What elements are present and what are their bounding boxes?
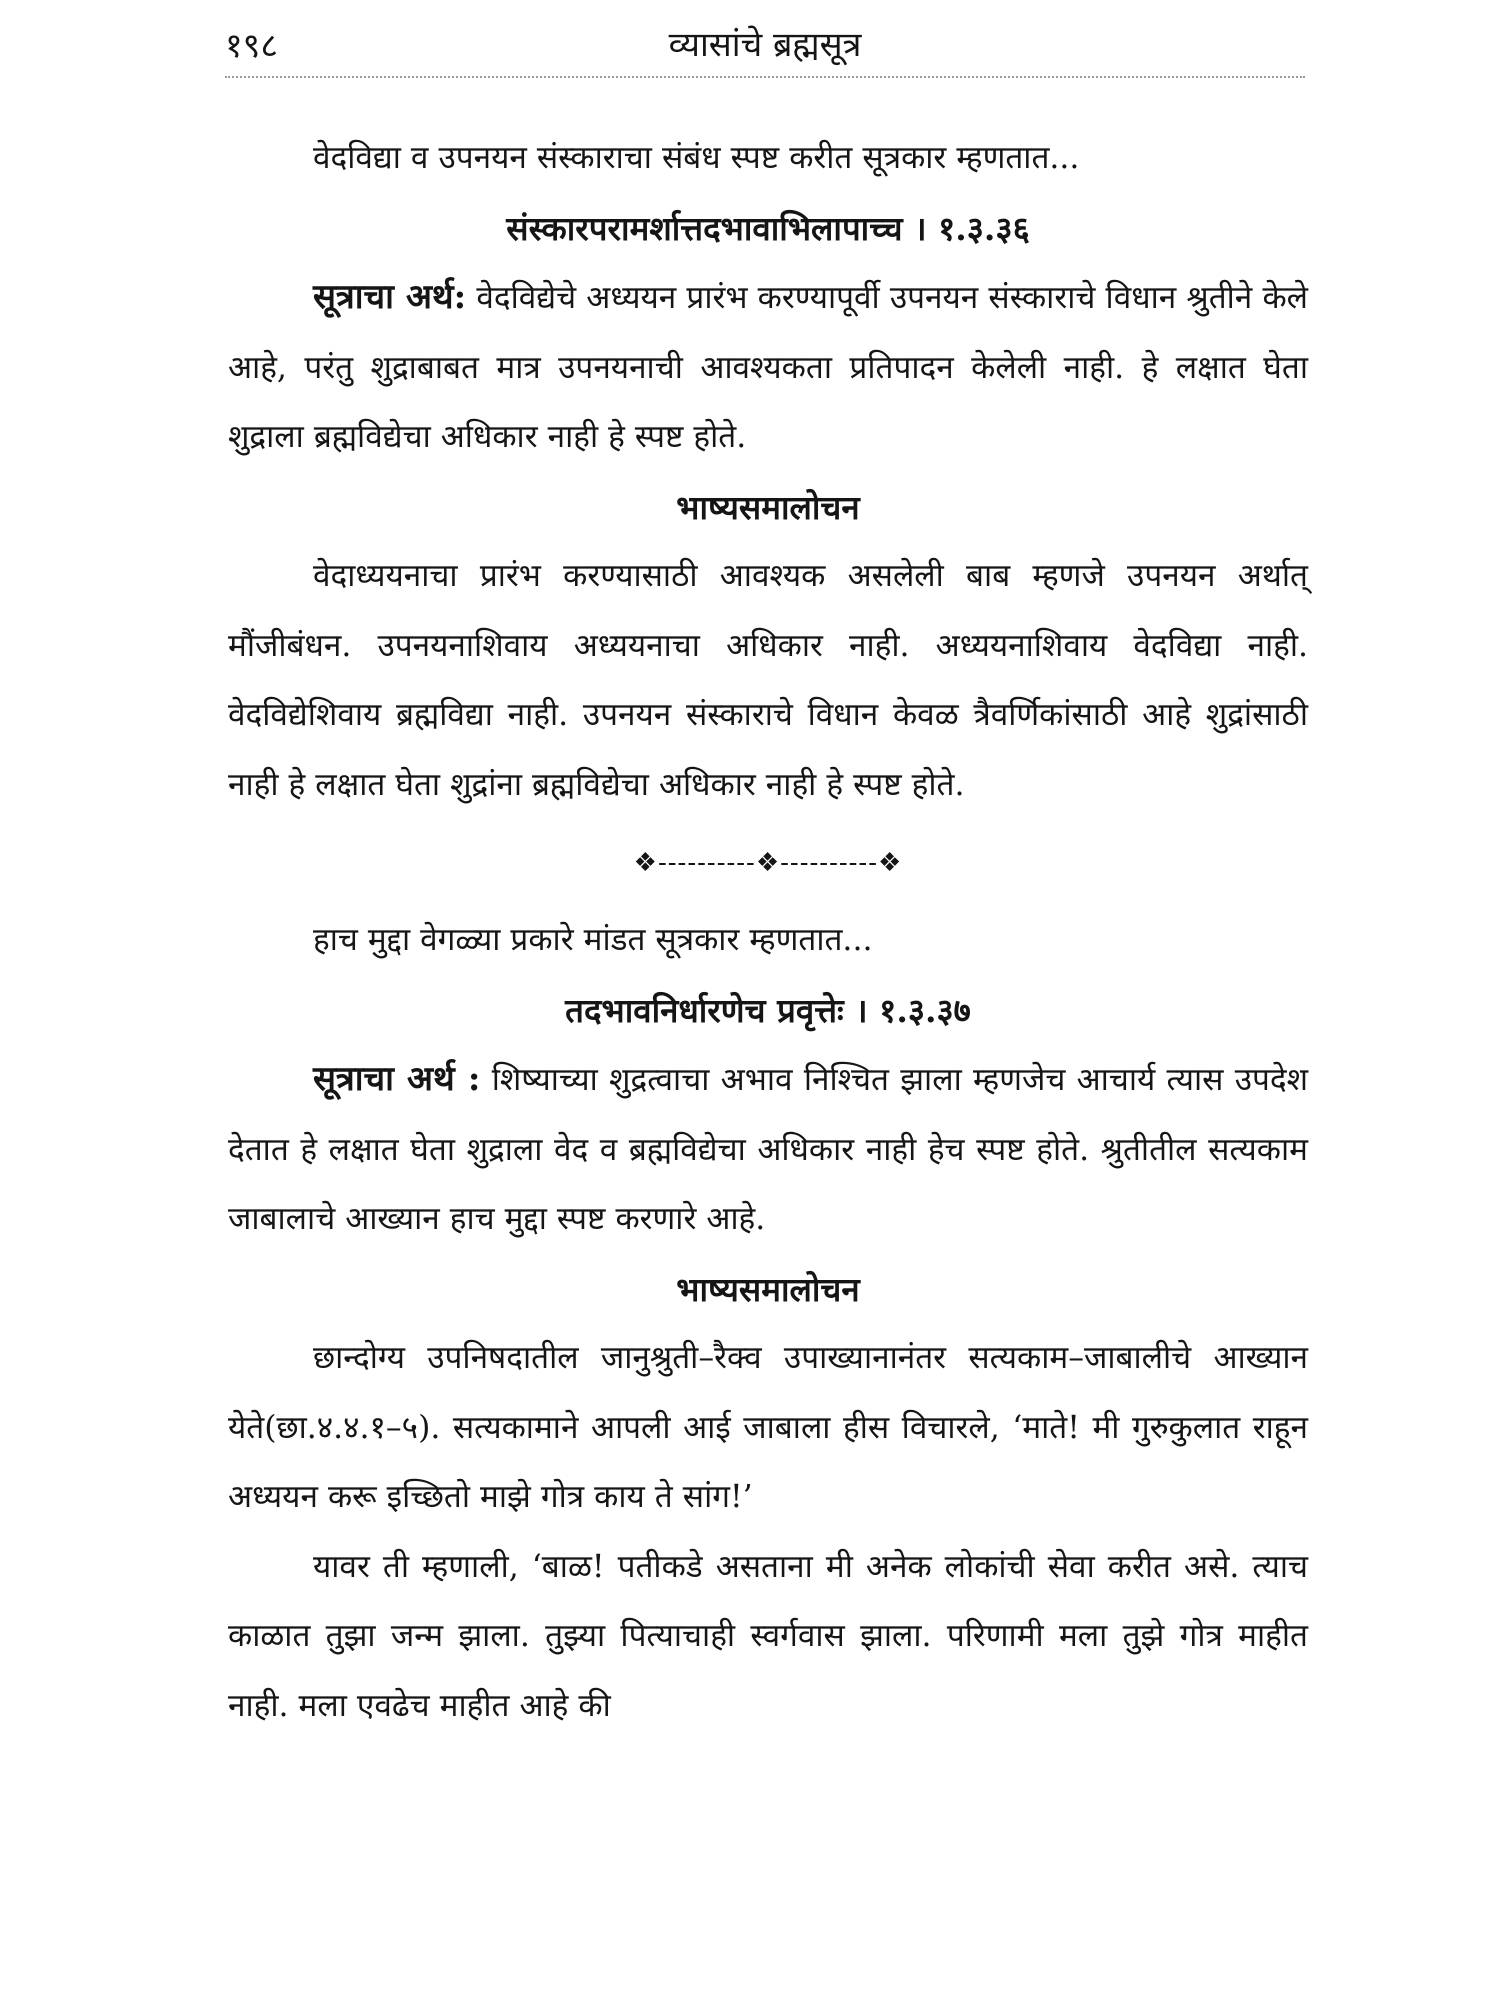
meaning-label: सूत्राचा अर्थ : [313,1059,481,1099]
header-rule [225,76,1305,78]
section-intro: हाच मुद्दा वेगळ्या प्रकारे मांडत सूत्रकार म्हणतात... [313,922,873,958]
running-header [225,18,1305,80]
commentary-heading: भाष्यसमालोचन [676,487,860,527]
commentary-heading: भाष्यसमालोचन [676,1269,860,1309]
sutra-verse: तदभावनिर्धारणेच प्रवृत्तेः । १.३.३७ [565,990,971,1030]
page-body [228,124,1308,1741]
meaning-label: सूत्राचा अर्थ: [313,277,467,317]
commentary-paragraph: छान्दोग्य उपनिषदातील जानुश्रुती–रैक्व उपाख्यानानंतर सत्यकाम–जाबालीचे आख्यान येते(छा.४.४.१–५). सत्यकामाने आपली आई जाबाला हीस विचारले, ‘माते! मी गुरुकुलात राहून अध्ययन करू इच्छितो माझे गोत्र काय ते सांग!’ [228,1340,1308,1515]
sutra-meaning [228,263,1308,473]
meaning-text: वेदविद्येचे अध्ययन प्रारंभ करण्यापूर्वी उपनयन संस्काराचे विधान श्रुतीने केले आहे, परंतु शुद्राबाबत मात्र उपनयनाची आवश्यकता प्रतिपादन केलेली नाही. हे लक्षात घेता शुद्राला ब्रह्मविद्येचा अधिकार नाही हे स्पष्ट होते. [228,280,1309,455]
section-intro: वेदविद्या व उपनयन संस्काराचा संबंध स्पष्ट करीत सूत्रकार म्हणतात... [313,140,1080,176]
meaning-text: शिष्याच्या शुद्रत्वाचा अभाव निश्चित झाला म्हणजेच आचार्य त्यास उपदेश देतात हे लक्षात घेता शुद्राला वेद व ब्रह्मविद्येचा अधिकार नाही हेच स्पष्ट होते. श्रुतीतील सत्यकाम जाबालाचे आख्यान हाच मुद्दा स्पष्ट करणारे आहे. [228,1062,1308,1237]
commentary-paragraph: वेदाध्ययनाचा प्रारंभ करण्यासाठी आवश्यक असलेली बाब म्हणजे उपनयन अर्थात् मौंजीबंधन. उपनयनाशिवाय अध्ययनाचा अधिकार नाही. अध्ययनाशिवाय वेदविद्या नाही. वेदविद्येशिवाय ब्रह्मविद्या नाही. उपनयन संस्काराचे विधान केवळ त्रैवर्णिकांसाठी आहे शुद्रांसाठी नाही हे लक्षात घेता शुद्रांना ब्रह्मविद्येचा अधिकार नाही हे स्पष्ट होते. [228,558,1308,803]
page-number: १९८ [225,26,279,66]
running-title: व्यासांचे ब्रह्मसूत्र [668,25,862,65]
section-separator: ❖----------❖----------❖ [633,848,903,878]
sutra-verse: संस्कारपरामर्शात्तदभावाभिलापाच्च । १.३.३६ [506,208,1030,248]
commentary-paragraph: यावर ती म्हणाली, ‘बाळ! पतीकडे असताना मी अनेक लोकांची सेवा करीत असे. त्याच काळात तुझा जन्म झाला. तुझ्या पित्याचाही स्वर्गवास झाला. परिणामी मला तुझे गोत्र माहीत नाही. मला एवढेच माहीत आहे की [228,1548,1308,1724]
sutra-meaning [228,1045,1308,1255]
